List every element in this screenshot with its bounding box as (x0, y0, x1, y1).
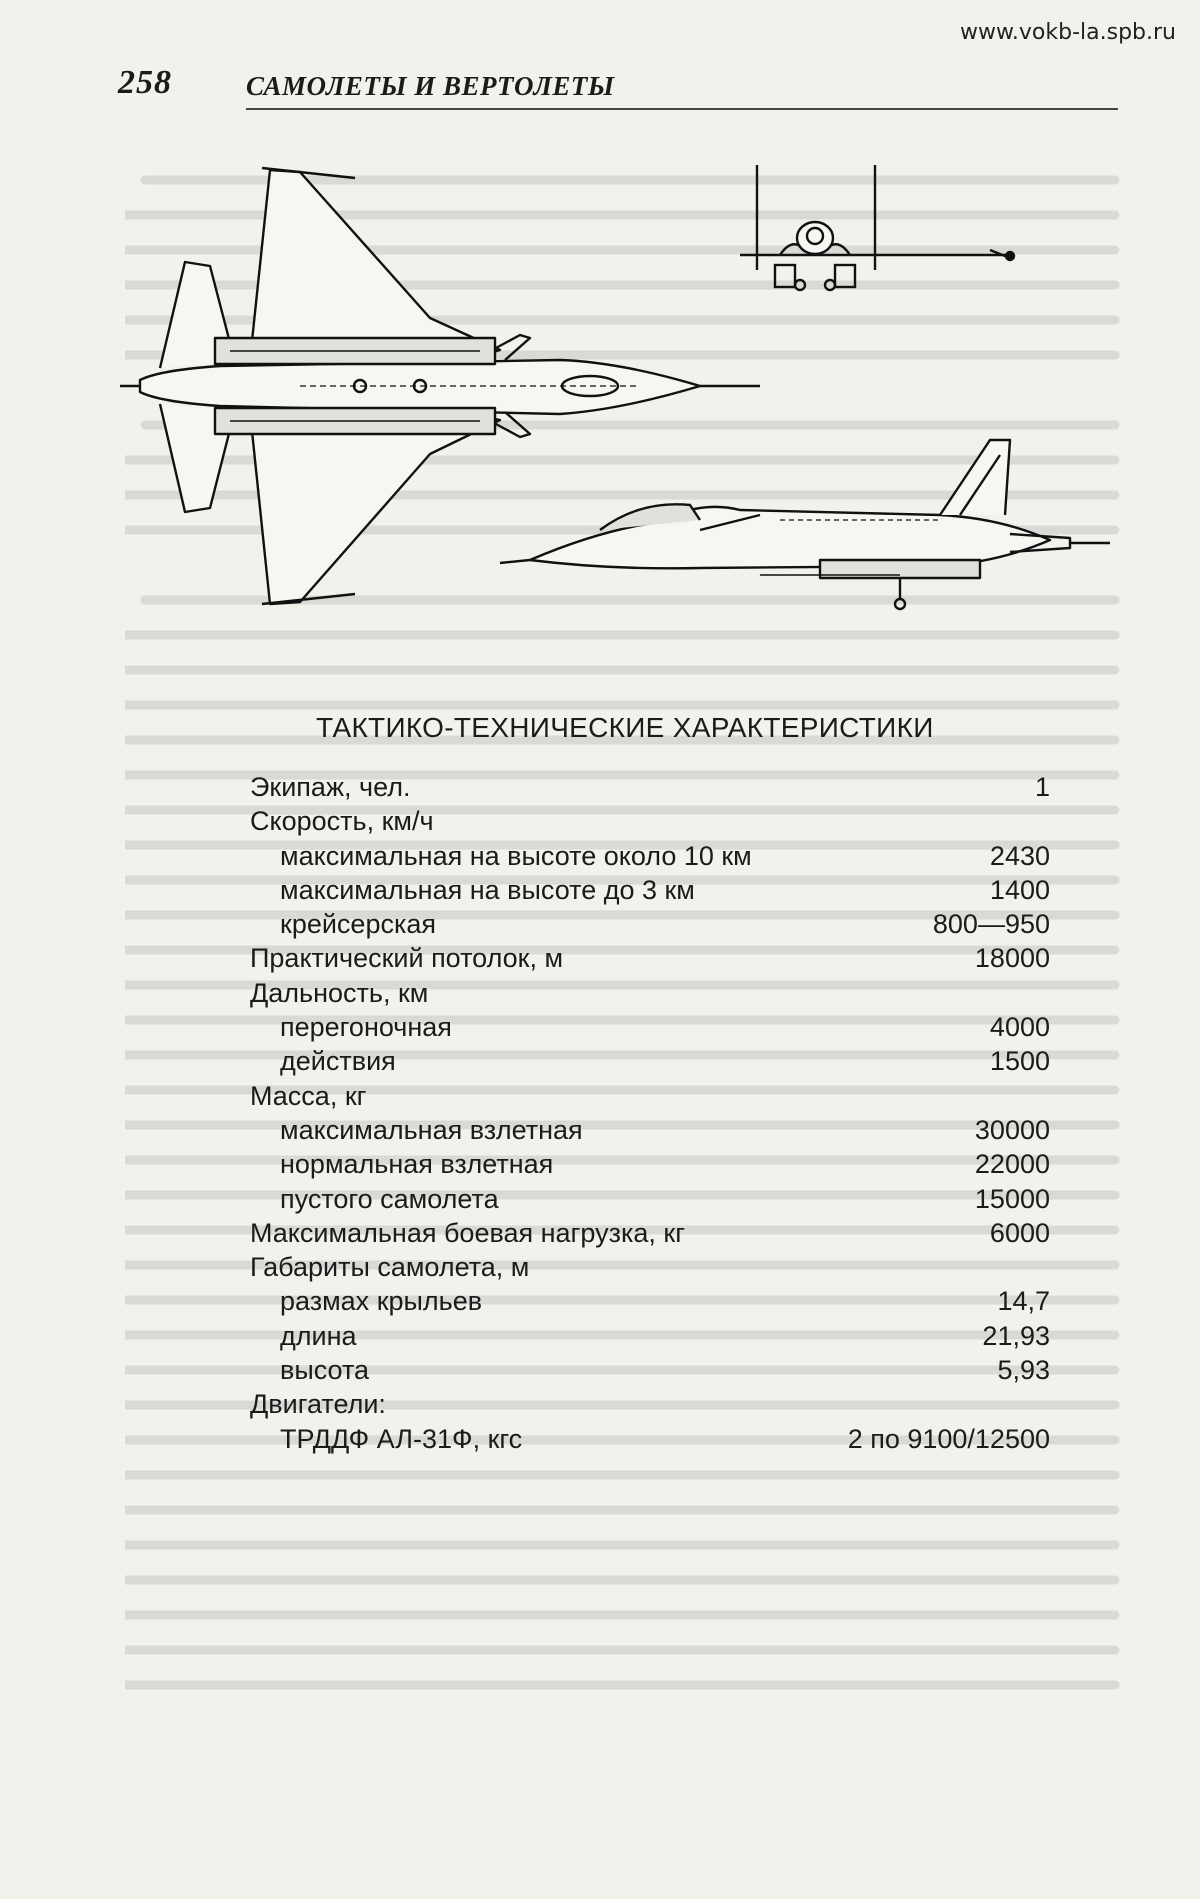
spec-label: максимальная взлетная (280, 1114, 583, 1145)
spec-row-dimensions (250, 1252, 1050, 1286)
spec-row-payload (250, 1218, 1050, 1252)
spec-row-speed-cruise (250, 909, 1050, 943)
spec-value: 6000 (989, 1217, 1050, 1248)
spec-row-engines (250, 1389, 1050, 1423)
spec-row-height (250, 1355, 1050, 1389)
spec-row-range-ferry (250, 1012, 1050, 1046)
spec-value: 800—950 (932, 909, 1050, 940)
spec-label: крейсерская (280, 909, 437, 940)
spec-value: 14,7 (997, 1286, 1050, 1317)
spec-label: ТРДДФ АЛ-31Ф, кгс (280, 1423, 523, 1454)
spec-row-crew (250, 772, 1050, 806)
spec-row-mass-max-takeoff (250, 1115, 1050, 1149)
spec-label: нормальная взлетная (280, 1149, 554, 1180)
spec-label: Дальность, км (250, 977, 429, 1008)
spec-label: пустого самолета (280, 1183, 499, 1214)
spec-value: 2430 (989, 840, 1050, 871)
section-title: САМОЛЕТЫ И ВЕРТОЛЕТЫ (246, 71, 615, 101)
spec-label: Практический потолок, м (250, 943, 564, 974)
spec-row-speed (250, 806, 1050, 840)
spec-label: действия (280, 1046, 396, 1077)
spec-label: длина (280, 1320, 357, 1351)
spec-row-range-combat (250, 1046, 1050, 1080)
spec-label: Скорость, км/ч (250, 806, 434, 837)
spec-value: 22000 (974, 1149, 1050, 1180)
spec-value: 18000 (974, 943, 1050, 974)
spec-label: максимальная на высоте около 10 км (280, 840, 752, 871)
spec-label: размах крыльев (280, 1286, 483, 1317)
specs-table (250, 772, 1050, 1458)
spec-row-mass-normal-takeoff (250, 1149, 1050, 1183)
spec-value: 5,93 (997, 1355, 1050, 1386)
spec-label: максимальная на высоте до 3 км (280, 874, 695, 905)
spec-value: 30000 (974, 1114, 1050, 1145)
spec-row-mass-empty (250, 1184, 1050, 1218)
aircraft-front-view (740, 165, 1014, 290)
spec-value: 21,93 (982, 1320, 1050, 1351)
spec-label: Экипаж, чел. (250, 772, 411, 802)
spec-row-speed-max-10km (250, 841, 1050, 875)
spec-row-mass (250, 1081, 1050, 1115)
spec-row-speed-max-3km (250, 875, 1050, 909)
spec-value: 1 (1034, 772, 1050, 802)
spec-value: 4000 (989, 1012, 1050, 1043)
spec-row-ceiling (250, 943, 1050, 977)
spec-label: Габариты самолета, м (250, 1252, 530, 1283)
watermark-url: www.vokb-la.spb.ru (959, 20, 1176, 45)
aircraft-drawings (0, 0, 1200, 640)
spec-row-range (250, 978, 1050, 1012)
spec-label: высота (280, 1355, 370, 1386)
spec-value: 1500 (989, 1046, 1050, 1077)
page-number: 258 (118, 64, 172, 101)
spec-label: перегоночная (280, 1012, 452, 1043)
aircraft-side-view (500, 440, 1110, 609)
spec-value: 15000 (974, 1183, 1050, 1214)
spec-label: Масса, кг (250, 1080, 367, 1111)
spec-row-engine-thrust (250, 1424, 1050, 1458)
spec-value: 2 по 9100/12500 (847, 1423, 1050, 1454)
specs-title: ТАКТИКО-ТЕХНИЧЕСКИЕ ХАРАКТЕРИСТИКИ (316, 712, 934, 743)
spec-value: 1400 (989, 874, 1050, 905)
spec-row-wingspan (250, 1286, 1050, 1320)
spec-row-length (250, 1321, 1050, 1355)
spec-label: Максимальная боевая нагрузка, кг (250, 1217, 686, 1248)
spec-label: Двигатели: (250, 1389, 386, 1420)
